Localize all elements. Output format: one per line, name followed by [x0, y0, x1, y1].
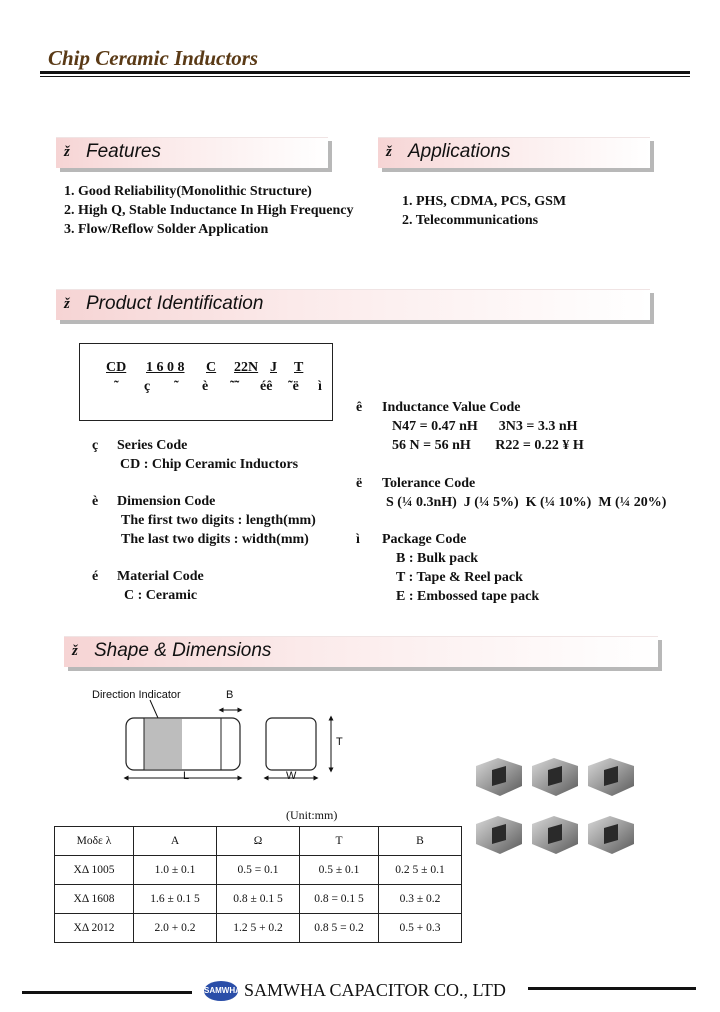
direction-leader: [150, 700, 158, 718]
applications-header: [378, 137, 650, 168]
package-code-title: Package Code: [382, 532, 467, 547]
table-cell: XΔ 1005: [55, 856, 134, 885]
l-label: L: [183, 770, 190, 782]
table-header-row: [55, 827, 462, 856]
w-label: W: [286, 770, 297, 782]
application-item: 1. PHS, CDMA, PCS, GSM: [402, 194, 567, 209]
chip-photo: [588, 816, 634, 854]
page-title: Chip Ceramic Inductors: [48, 46, 259, 70]
item-marker: ì: [356, 532, 360, 547]
table-header: Ω: [217, 827, 300, 856]
tolerance-code-title: Tolerance Code: [382, 476, 476, 491]
table-cell: 1.6 ± 0.1 5: [134, 885, 217, 914]
shape-dimensions-title: Shape & Dimensions: [94, 640, 272, 661]
code-marker: ˜ë: [288, 379, 299, 394]
code-material: C: [206, 360, 217, 375]
dimension-code-block: [92, 492, 316, 549]
table-cell: 0.8 = 0.1 5: [300, 885, 379, 914]
item-marker: ê: [356, 400, 363, 415]
code-package: T: [294, 360, 304, 375]
title-rule-thin: [40, 76, 690, 77]
code-tolerance: J: [270, 360, 277, 375]
table-cell: 0.2 5 ± 0.1: [379, 856, 462, 885]
features-header: [56, 137, 328, 168]
code-marker: ì: [318, 379, 322, 394]
title-rule: [40, 71, 690, 74]
direction-indicator-band: [144, 719, 182, 769]
table-cell: 1.2 5 + 0.2: [217, 914, 300, 943]
inductance-code-block: [356, 398, 584, 455]
package-code-block: [356, 530, 539, 606]
package-code-line: E : Embossed tape pack: [396, 589, 540, 604]
table-cell: 0.3 ± 0.2: [379, 885, 462, 914]
code-inductance: 22N: [234, 360, 259, 375]
table-cell: 1.0 ± 0.1: [134, 856, 217, 885]
material-code-block: [92, 567, 204, 605]
code-marker: éê: [260, 379, 273, 394]
table-cell: 0.8 ± 0.1 5: [217, 885, 300, 914]
table-header: T: [300, 827, 379, 856]
chip-photo: [532, 816, 578, 854]
series-code-line: CD : Chip Ceramic Inductors: [120, 457, 299, 472]
dimension-table: [54, 826, 462, 943]
feature-item: 3. Flow/Reflow Solder Application: [64, 222, 269, 237]
package-code-line: T : Tape & Reel pack: [396, 570, 523, 585]
tolerance-code-line: S (¼ 0.3nH) J (¼ 5%) K (¼ 10%) M (¼ 20%): [386, 495, 667, 510]
chip-end-view: [266, 718, 316, 770]
shape-dimensions-header: [64, 636, 658, 667]
t-label: T: [336, 736, 343, 748]
inductance-code-line: 56 N = 56 nH R22 = 0.22 ¥ H: [392, 438, 584, 453]
table-header: Moδε λ: [55, 827, 134, 856]
chip-photo: [476, 758, 522, 796]
footer-rule: [22, 991, 192, 994]
chip-photo: [588, 758, 634, 796]
company-name: SAMWHA CAPACITOR CO., LTD: [244, 980, 506, 1000]
chip-photo: [476, 816, 522, 854]
series-code-block: [92, 436, 298, 474]
inductance-code-line: N47 = 0.47 nH 3N3 = 3.3 nH: [392, 419, 578, 434]
code-marker: ˜: [114, 379, 119, 394]
inductance-code-title: Inductance Value Code: [382, 400, 521, 415]
table-cell: 0.8 5 = 0.2: [300, 914, 379, 943]
code-marker: ˜˜: [230, 379, 240, 394]
bullet-icon: ž: [386, 144, 392, 160]
table-cell: 0.5 = 0.1: [217, 856, 300, 885]
dimension-code-line: The last two digits : width(mm): [121, 532, 309, 547]
unit-label: (Unit:mm): [286, 808, 338, 822]
table-cell: XΔ 1608: [55, 885, 134, 914]
code-marker: ç: [144, 379, 151, 394]
package-code-line: B : Bulk pack: [396, 551, 479, 566]
table-cell: 2.0 + 0.2: [134, 914, 217, 943]
feature-item: 2. High Q, Stable Inductance In High Frequency: [64, 203, 354, 218]
product-identification-title: Product Identification: [86, 293, 264, 314]
code-series: CD: [106, 360, 127, 375]
code-marker: ˜: [174, 379, 179, 394]
bullet-icon: ž: [72, 643, 78, 659]
item-marker: ç: [92, 438, 99, 453]
features-title: Features: [86, 141, 161, 162]
b-label: B: [226, 689, 234, 701]
chip-photo: [532, 758, 578, 796]
chip-photos: [470, 752, 640, 862]
application-item: 2. Telecommunications: [402, 213, 539, 228]
applications-list: [402, 192, 566, 230]
item-marker: ë: [356, 476, 363, 491]
material-code-title: Material Code: [117, 569, 204, 584]
code-dimension: 1 6 0 8: [146, 360, 185, 375]
table-row: [55, 914, 462, 943]
chip-side-view: [126, 718, 240, 770]
company-logo: SAMWHA: [204, 981, 238, 1001]
table-row: [55, 885, 462, 914]
material-code-line: C : Ceramic: [124, 588, 198, 603]
applications-title: Applications: [408, 141, 511, 162]
features-list: [64, 182, 354, 239]
table-cell: 0.5 + 0.3: [379, 914, 462, 943]
dimension-code-title: Dimension Code: [117, 494, 216, 509]
table-header: A: [134, 827, 217, 856]
direction-indicator-label: Direction Indicator: [92, 689, 181, 701]
product-identification-header: [56, 289, 650, 320]
bullet-icon: ž: [64, 296, 70, 312]
table-header: B: [379, 827, 462, 856]
feature-item: 1. Good Reliability(Monolithic Structure): [64, 184, 312, 199]
tolerance-code-block: [356, 474, 666, 512]
footer-rule: [528, 987, 696, 990]
dimension-code-line: The first two digits : length(mm): [121, 513, 316, 528]
item-marker: é: [92, 569, 99, 584]
table-row: [55, 856, 462, 885]
series-code-title: Series Code: [117, 438, 188, 453]
bullet-icon: ž: [64, 144, 70, 160]
code-marker: è: [202, 379, 209, 394]
table-cell: XΔ 2012: [55, 914, 134, 943]
part-code-box: [79, 343, 333, 421]
item-marker: è: [92, 494, 99, 509]
table-cell: 0.5 ± 0.1: [300, 856, 379, 885]
